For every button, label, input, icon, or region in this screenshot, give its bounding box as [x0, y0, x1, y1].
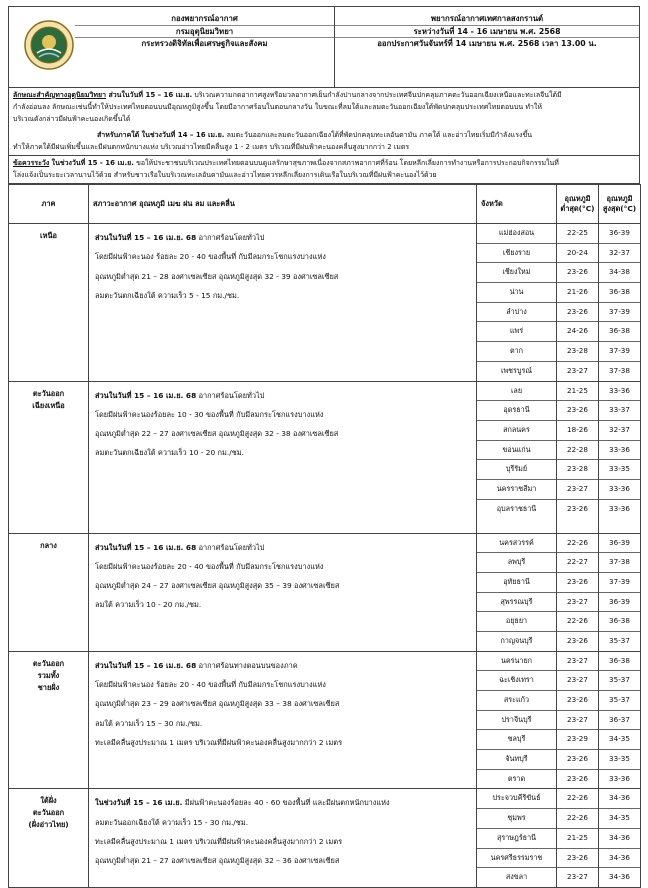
province-name: อุทัยธานี — [477, 573, 556, 593]
province-name: นครราชสีมา — [477, 480, 556, 500]
province-name: ชุมพร — [477, 809, 556, 829]
condition-line: ทะเลมีคลื่นสูงประมาณ 1 เมตร บริเวณที่มีฝนฟ้าคะนองคลื่นสูงมากกว่า 2 เมตร — [95, 737, 343, 747]
region-name: เหนือ — [9, 224, 89, 382]
max-temp-list — [599, 224, 641, 382]
min-temp-list — [557, 651, 599, 789]
max-temp-value: 37-38 — [609, 365, 630, 375]
max-temp-value: 34-36 — [609, 872, 630, 882]
province-name: เชียงใหม่ — [477, 263, 556, 283]
col-header-province: จังหวัด — [477, 185, 557, 224]
province-name: นครสวรรค์ — [477, 534, 556, 554]
max-temp-value: 36-38 — [599, 283, 640, 303]
min-temp-value: 23-29 — [557, 730, 598, 750]
province-name: อุดรธานี — [477, 401, 556, 421]
max-temp-value: 33-36 — [599, 441, 640, 461]
max-temp-value: 37-39 — [599, 342, 640, 362]
condition-line: ส่วนในวันที่ 15 – 16 เม.ย. 68 อากาศร้อนโดยทั่วไป — [95, 390, 265, 400]
province-name: อยุธยา — [477, 612, 556, 632]
min-temp-value: 21-26 — [557, 283, 598, 303]
max-temp-value: 37-39 — [599, 303, 640, 323]
forecast-title: พยากรณ์อากาศเทศกาลสงกรานต์ — [335, 13, 639, 26]
col-header-region: ภาค — [9, 185, 89, 224]
province-name: แม่ฮ่องสอน — [477, 224, 556, 244]
province-name: นครนายก — [477, 652, 556, 672]
condition-line: อุณหภูมิต่ำสุด 23 – 29 องศาเซลเซียส อุณหภูมิสูงสุด 33 – 38 องศาเซลเซียส — [95, 699, 340, 709]
condition-line: โดยมีฝนฟ้าคะนอง ร้อยละ 20 - 40 ของพื้นที่ กับมีลมกระโชกแรงบางแห่ง — [95, 252, 326, 262]
province-name: ชลบุรี — [477, 730, 556, 750]
province-name: บุรีรัมย์ — [477, 460, 556, 480]
min-temp-value: 23-27 — [557, 652, 598, 672]
max-temp-value: 36-39 — [599, 593, 640, 613]
region-conditions — [89, 224, 477, 382]
col-header-min-temp: อุณหภูมิ ต่ำสุด(°C) — [557, 185, 599, 224]
max-temp-value: 36-38 — [599, 612, 640, 632]
min-temp-value: 23-26 — [567, 635, 588, 645]
max-temp-list — [599, 789, 641, 887]
max-temp-value: 34-35 — [599, 809, 640, 829]
max-temp-value: 33-36 — [599, 382, 640, 402]
condition-line: โดยมีฝนฟ้าคะนอง ร้อยละ 20 - 40 ของพื้นที่ กับมีลมกระโชกแรงบางแห่ง — [95, 679, 326, 689]
province-list — [477, 224, 557, 382]
min-temp-value: 23-27 — [557, 671, 598, 691]
min-temp-value: 20-24 — [557, 244, 598, 264]
max-temp-value: 34-36 — [599, 829, 640, 849]
condition-line: อุณหภูมิต่ำสุด 21 – 28 องศาเซลเซียส อุณหภูมิสูงสุด 32 - 39 องศาเซลเซียส — [95, 271, 339, 281]
condition-line: โดยมีฝนฟ้าคะนองร้อยละ 10 - 30 ของพื้นที่ กับมีลมกระโชกแรงบางแห่ง — [95, 409, 324, 419]
min-temp-value: 22-27 — [557, 553, 598, 573]
province-name: นครศรีธรรมราช — [477, 849, 556, 869]
condition-line: ลมใต้ ความเร็ว 10 - 20 กม./ชม. — [95, 600, 202, 610]
min-temp-value: 23-27 — [567, 365, 588, 375]
max-temp-value: 33-36 — [599, 480, 640, 500]
issued-time: ออกประกาศวันจันทร์ที่ 14 เมษายน พ.ศ. 2568 เวลา 13.00 น. — [377, 39, 597, 48]
min-temp-value: 22-26 — [557, 809, 598, 829]
min-temp-list — [557, 224, 599, 382]
region-name: ตะวันออก รวมทั้ง ชายฝั่ง — [9, 651, 89, 789]
province-name: สุราษฎร์ธานี — [477, 829, 556, 849]
province-name: น่าน — [477, 283, 556, 303]
agency-department: กรมอุตุนิยมวิทยา — [75, 26, 334, 39]
condition-line: ลมตะวันตกเฉียงใต้ ความเร็ว 5 - 15 กม./ชม. — [95, 290, 240, 300]
region-row — [9, 224, 641, 382]
south-heading: สำหรับภาคใต้ ในช่วงวันที่ 14 – 16 เม.ย. — [97, 131, 225, 139]
province-name: ประจวบคีรีขันธ์ — [477, 789, 556, 809]
max-temp-value: 33-35 — [599, 750, 640, 770]
min-temp-value: 23-26 — [557, 401, 598, 421]
province-name: อุบลราชธานี — [496, 503, 537, 513]
province-list — [477, 381, 557, 533]
condition-line: อุณหภูมิต่ำสุด 22 – 27 องศาเซลเซียส อุณหภูมิสูงสุด 32 - 38 องศาเซลเซียส — [95, 429, 339, 439]
min-temp-value: 21-25 — [557, 829, 598, 849]
max-temp-list — [599, 533, 641, 651]
condition-line: อุณหภูมิต่ำสุด 24 – 27 องศาเซลเซียส อุณหภูมิสูงสุด 35 – 39 องศาเซลเซียส — [95, 581, 340, 591]
max-temp-value: 36-39 — [599, 224, 640, 244]
province-name: เลย — [477, 382, 556, 402]
condition-line: ส่วนในวันที่ 15 – 16 เม.ย. 68 อากาศร้อนโดยทั่วไป — [95, 542, 265, 552]
province-name: ตาก — [477, 342, 556, 362]
min-temp-value: 23-27 — [557, 480, 598, 500]
min-temp-value: 23-26 — [557, 849, 598, 869]
min-temp-value: 23-26 — [567, 773, 588, 783]
region-conditions — [89, 789, 477, 887]
summary-line: กำลังอ่อนลง ลักษณะเช่นนี้ทำให้ประเทศไทยตอนบนมีอุณหภูมิสูงขึ้น โดยมีอากาศร้อนในตอนกลางวัน ในขณะที่ลมใต้และลมตะวันออกเฉียงใต้พัดปกคลุมประเทศไทยตอนบน ทำให้ — [13, 103, 542, 111]
max-temp-value: 36-38 — [599, 322, 640, 342]
regional-forecast-table — [8, 184, 641, 888]
min-temp-value: 23-26 — [557, 303, 598, 323]
table-body — [9, 224, 641, 888]
province-name: เชียงราย — [477, 244, 556, 264]
max-temp-value: 33-36 — [609, 503, 630, 513]
condition-line: ส่วนในวันที่ 15 – 16 เม.ย. 68 อากาศร้อนทางตอนบนของภาค — [95, 660, 298, 670]
min-temp-value: 23-28 — [557, 460, 598, 480]
condition-line: ลมใต้ ความเร็ว 15 – 30 กม./ชม. — [95, 718, 203, 728]
min-temp-value: 23-27 — [557, 711, 598, 731]
min-temp-value: 22-26 — [557, 789, 598, 809]
region-row — [9, 533, 641, 651]
province-name: สระแก้ว — [477, 691, 556, 711]
max-temp-value: 34-38 — [599, 263, 640, 283]
min-temp-value: 23-26 — [557, 573, 598, 593]
header-block — [8, 6, 640, 88]
min-temp-list — [557, 381, 599, 533]
agency-names — [75, 7, 334, 87]
region-conditions — [89, 651, 477, 789]
agency-ministry: กระทรวงดิจิทัลเพื่อเศรษฐกิจและสังคม — [141, 39, 268, 48]
caution-line: โล่งแจ้งเป็นระยะเวลานานไว้ด้วย สำหรับชาวเรือในบริเวณทะเลอันดามันและอ่าวไทยควรหลีกเลี่ยงการเดินเรือในบริเวณที่มีฝนฟ้าคะนองไว้ด้วย — [13, 171, 437, 179]
province-name: เพชรบูรณ์ — [500, 365, 533, 375]
region-row — [9, 381, 641, 533]
summary-heading: ลักษณะสำคัญทางอุตุนิยมวิทยา — [13, 91, 107, 99]
max-temp-value: 36-38 — [599, 652, 640, 672]
province-list — [477, 789, 557, 887]
max-temp-value: 34-36 — [599, 789, 640, 809]
province-list — [477, 651, 557, 789]
max-temp-value: 35-37 — [599, 691, 640, 711]
min-temp-value: 23-26 — [557, 691, 598, 711]
province-name: สุพรรณบุรี — [477, 593, 556, 613]
summary-line: บริเวณดังกล่าวมีฝนฟ้าคะนองเกิดขึ้นได้ — [13, 115, 131, 123]
summary-period: ส่วนในวันที่ 15 – 16 เม.ย. — [106, 91, 193, 99]
col-header-max-temp: อุณหภูมิ สูงสุด(°C) — [599, 185, 641, 224]
province-name: สงขลา — [505, 872, 528, 882]
min-temp-value: 22-25 — [557, 224, 598, 244]
condition-line: อุณหภูมิต่ำสุด 21 – 27 องศาเซลเซียส อุณหภูมิสูงสุด 32 – 36 องศาเซลเซียส — [95, 856, 340, 866]
summary-line: ลมตะวันออกและลมตะวันออกเฉียงใต้ที่พัดปกคลุมทะเลอันดามัน ภาคใต้ และอ่าวไทยเริ่มมีกำลังแรงขึ้น — [224, 131, 533, 139]
min-temp-list — [557, 533, 599, 651]
province-name: กาญจนบุรี — [500, 635, 533, 645]
condition-line: ทะเลมีคลื่นสูงประมาณ 1 เมตร บริเวณที่มีฝนฟ้าคะนองคลื่นสูงมากกว่า 2 เมตร — [95, 837, 343, 847]
max-temp-value: 33-36 — [609, 773, 630, 783]
province-name: ปราจีนบุรี — [477, 711, 556, 731]
region-row — [9, 789, 641, 887]
caution-block — [8, 156, 640, 184]
department-seal-icon — [23, 19, 75, 71]
region-name: ตะวันออก เฉียงเหนือ — [9, 381, 89, 533]
max-temp-list — [599, 651, 641, 789]
min-temp-value: 24-26 — [557, 322, 598, 342]
summary-line: ทำให้ภาคใต้มีฝนเพิ่มขึ้นและมีฝนตกหนักบางแห่ง บริเวณอ่าวไทยมีคลื่นสูง 1 - 2 เมตร บริเวณที่มีฝนฟ้าคะนองคลื่นสูงมากกว่า 2 เมตร — [13, 143, 410, 151]
max-temp-value: 37-38 — [599, 553, 640, 573]
max-temp-value: 37-39 — [599, 573, 640, 593]
condition-line: ส่วนในวันที่ 15 – 16 เม.ย. 68 อากาศร้อนโดยทั่วไป — [95, 233, 265, 242]
region-name: กลาง — [9, 533, 89, 651]
province-name: แพร่ — [477, 322, 556, 342]
max-temp-list — [599, 381, 641, 533]
max-temp-value: 36-39 — [599, 534, 640, 554]
province-name: ลำปาง — [477, 303, 556, 323]
min-temp-value: 22-28 — [557, 441, 598, 461]
max-temp-value: 33-35 — [599, 460, 640, 480]
region-conditions — [89, 381, 477, 533]
region-conditions — [89, 533, 477, 651]
province-name: ฉะเชิงเทรา — [477, 671, 556, 691]
max-temp-value: 35-37 — [609, 635, 630, 645]
province-list — [477, 533, 557, 651]
province-name: ลพบุรี — [477, 553, 556, 573]
max-temp-value: 35-37 — [599, 671, 640, 691]
caution-heading: ข้อควรระวัง — [13, 159, 50, 167]
min-temp-value: 21-25 — [557, 382, 598, 402]
max-temp-value: 34-35 — [599, 730, 640, 750]
agency-cell — [9, 7, 335, 87]
col-header-conditions: สภาวะอากาศ อุณหภูมิ เมฆ ฝน ลม และคลื่น — [89, 185, 477, 224]
min-temp-value: 22-26 — [557, 534, 598, 554]
condition-line: โดยมีฝนฟ้าคะนองร้อยละ 20 - 40 ของพื้นที่ กับมีลมกระโชกแรงบางแห่ง — [95, 561, 324, 571]
province-name: สกลนคร — [477, 421, 556, 441]
region-row — [9, 651, 641, 789]
min-temp-value: 23-26 — [557, 750, 598, 770]
max-temp-value: 33-37 — [599, 401, 640, 421]
forecast-period: ระหว่างวันที่ 14 - 16 เมษายน พ.ศ. 2568 — [335, 26, 639, 39]
min-temp-list — [557, 789, 599, 887]
caution-line: ขอให้ประชาชนบริเวณประเทศไทยตอนบนดูแลรักษาสุขภาพเนื่องจากสภาพอากาศที่ร้อน โดยหลีกเลี่ยงการทำงานหรือการประกอบกิจกรรมในที่ — [133, 159, 559, 167]
min-temp-value: 23-26 — [567, 503, 588, 513]
condition-line: ในช่วงวันที่ 15 – 16 เม.ย. มีฝนฟ้าคะนองร้อยละ 40 - 60 ของพื้นที่ และมีฝนตกหนักบางแห่ง — [95, 798, 390, 808]
forecast-page — [8, 6, 640, 888]
province-name: ขอนแก่น — [477, 441, 556, 461]
condition-line: ลมตะวันออกเฉียงใต้ ความเร็ว 15 - 30 กม./ชม. — [95, 817, 249, 827]
province-name: จันทบุรี — [477, 750, 556, 770]
forecast-title-cell — [335, 7, 639, 87]
max-temp-value: 34-36 — [599, 849, 640, 869]
agency-division: กองพยากรณ์อากาศ — [75, 13, 334, 26]
min-temp-value: 23-28 — [557, 342, 598, 362]
caution-period: ในช่วงวันที่ 15 - 16 เม.ย. — [49, 159, 134, 167]
max-temp-value: 32-37 — [599, 244, 640, 264]
max-temp-value: 36-37 — [599, 711, 640, 731]
region-name: ใต้ฝั่ง ตะวันออก (ฝั่งอ่าวไทย) — [9, 789, 89, 887]
table-header-row — [9, 185, 641, 224]
province-name: ตราด — [507, 773, 526, 783]
min-temp-value: 23-26 — [557, 263, 598, 283]
condition-line: ลมตะวันตกเฉียงใต้ ความเร็ว 10 - 20 กม./ชม. — [95, 448, 244, 458]
min-temp-value: 18-26 — [557, 421, 598, 441]
min-temp-value: 23-27 — [567, 872, 588, 882]
summary-line: บริเวณความกดอากาศสูงหรือมวลอากาศเย็นกำลังปานกลางจากประเทศจีนปกคลุมภาคตะวันออกเฉียงเหนือและทะเลจีนใต้มี — [192, 91, 562, 99]
min-temp-value: 22-26 — [557, 612, 598, 632]
synoptic-summary — [8, 88, 640, 156]
max-temp-value: 32-37 — [599, 421, 640, 441]
min-temp-value: 23-27 — [557, 593, 598, 613]
